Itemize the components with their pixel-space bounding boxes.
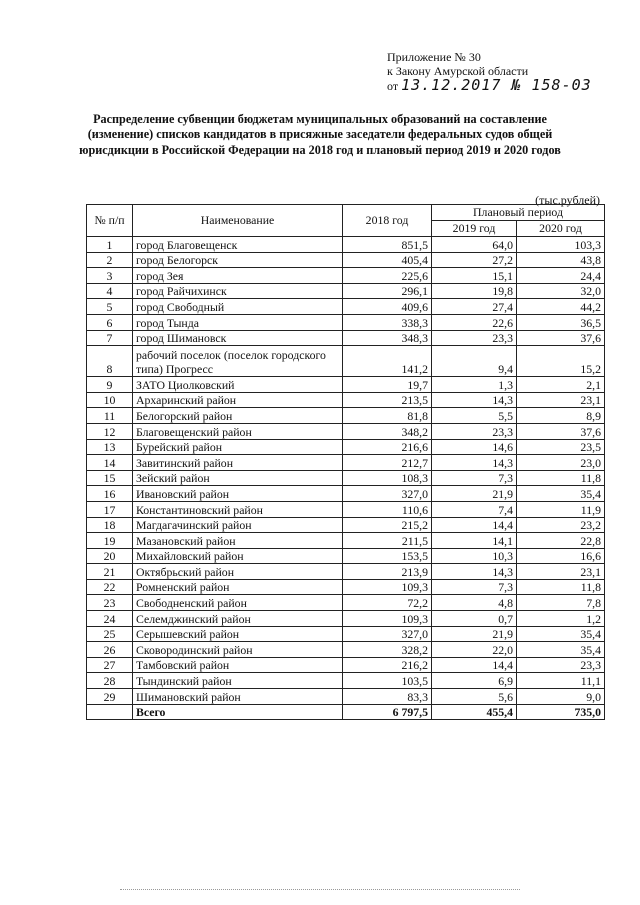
value-2019: 5,5	[432, 408, 517, 424]
value-2018: 215,2	[343, 517, 432, 533]
table-row	[87, 455, 605, 471]
table-row	[87, 408, 605, 424]
municipality-name: город Шимановск	[133, 330, 343, 346]
table-row	[87, 595, 605, 611]
total-2018: 6 797,5	[343, 704, 432, 720]
table-row	[87, 237, 605, 253]
header-name: Наименование	[133, 205, 343, 237]
handwritten-date-number: 13.12.2017 № 158-03	[401, 76, 592, 94]
value-2018: 153,5	[343, 548, 432, 564]
row-number: 1	[87, 237, 133, 253]
table-row	[87, 486, 605, 502]
value-2019: 14,4	[432, 657, 517, 673]
municipality-name: Мазановский район	[133, 533, 343, 549]
value-2020: 35,4	[517, 626, 605, 642]
value-2018: 103,5	[343, 673, 432, 689]
value-2018: 110,6	[343, 501, 432, 517]
value-2018: 211,5	[343, 533, 432, 549]
table-row	[87, 517, 605, 533]
row-number: 19	[87, 533, 133, 549]
value-2019: 14,1	[432, 533, 517, 549]
value-2018: 141,2	[343, 346, 432, 377]
municipality-name: Селемджинский район	[133, 611, 343, 627]
table-row	[87, 626, 605, 642]
table-row	[87, 579, 605, 595]
value-2018: 327,0	[343, 626, 432, 642]
value-2018: 81,8	[343, 408, 432, 424]
table-row	[87, 657, 605, 673]
value-2020: 1,2	[517, 611, 605, 627]
table-row	[87, 268, 605, 284]
value-2020: 35,4	[517, 486, 605, 502]
appendix-line-2: к Закону Амурской области	[387, 64, 529, 78]
header-2020: 2020 год	[517, 221, 605, 237]
value-2018: 216,2	[343, 657, 432, 673]
municipality-name: город Зея	[133, 268, 343, 284]
value-2020: 11,9	[517, 501, 605, 517]
row-number: 27	[87, 657, 133, 673]
value-2019: 14,3	[432, 455, 517, 471]
value-2020: 37,6	[517, 423, 605, 439]
value-2019: 1,3	[432, 377, 517, 393]
value-2020: 23,5	[517, 439, 605, 455]
municipality-name: рабочий поселок (поселок городского типа) Прогресс	[133, 346, 343, 377]
row-number: 24	[87, 611, 133, 627]
municipality-name: Константиновский район	[133, 501, 343, 517]
municipality-name: ЗАТО Циолковский	[133, 377, 343, 393]
value-2018: 405,4	[343, 252, 432, 268]
value-2019: 14,4	[432, 517, 517, 533]
subvention-table	[86, 204, 605, 720]
table-row	[87, 252, 605, 268]
value-2020: 44,2	[517, 299, 605, 315]
value-2020: 23,1	[517, 392, 605, 408]
row-number: 23	[87, 595, 133, 611]
municipality-name: Благовещенский район	[133, 423, 343, 439]
value-2018: 108,3	[343, 470, 432, 486]
value-2019: 7,3	[432, 579, 517, 595]
row-number: 3	[87, 268, 133, 284]
total-2019: 455,4	[432, 704, 517, 720]
municipality-name: город Свободный	[133, 299, 343, 315]
value-2019: 14,3	[432, 392, 517, 408]
value-2018: 409,6	[343, 299, 432, 315]
value-2018: 213,9	[343, 564, 432, 580]
value-2019: 9,4	[432, 346, 517, 377]
value-2019: 14,3	[432, 564, 517, 580]
unit-label: (тыс.рублей)	[535, 193, 600, 207]
value-2020: 15,2	[517, 346, 605, 377]
value-2020: 11,8	[517, 579, 605, 595]
table-row	[87, 330, 605, 346]
municipality-name: Бурейский район	[133, 439, 343, 455]
value-2019: 23,3	[432, 330, 517, 346]
value-2019: 7,4	[432, 501, 517, 517]
value-2019: 6,9	[432, 673, 517, 689]
value-2019: 27,4	[432, 299, 517, 315]
table-row	[87, 377, 605, 393]
table-row	[87, 423, 605, 439]
municipality-name: Ивановский район	[133, 486, 343, 502]
value-2018: 72,2	[343, 595, 432, 611]
value-2020: 16,6	[517, 548, 605, 564]
row-number: 16	[87, 486, 133, 502]
municipality-name: город Белогорск	[133, 252, 343, 268]
value-2018: 216,6	[343, 439, 432, 455]
value-2018: 225,6	[343, 268, 432, 284]
footer-dotted-line	[120, 889, 520, 890]
value-2019: 21,9	[432, 626, 517, 642]
value-2019: 7,3	[432, 470, 517, 486]
value-2020: 11,8	[517, 470, 605, 486]
row-number: 28	[87, 673, 133, 689]
value-2019: 27,2	[432, 252, 517, 268]
row-number: 10	[87, 392, 133, 408]
municipality-name: Тамбовский район	[133, 657, 343, 673]
value-2020: 2,1	[517, 377, 605, 393]
table-row	[87, 642, 605, 658]
value-2018: 348,3	[343, 330, 432, 346]
value-2018: 83,3	[343, 689, 432, 705]
municipality-name: город Райчихинск	[133, 283, 343, 299]
value-2018: 851,5	[343, 237, 432, 253]
appendix-line-1: Приложение № 30	[387, 50, 481, 64]
value-2019: 22,6	[432, 314, 517, 330]
row-number: 18	[87, 517, 133, 533]
value-2018: 213,5	[343, 392, 432, 408]
table-row	[87, 689, 605, 705]
table-row	[87, 392, 605, 408]
value-2019: 0,7	[432, 611, 517, 627]
value-2018: 338,3	[343, 314, 432, 330]
value-2020: 22,8	[517, 533, 605, 549]
value-2018: 109,3	[343, 611, 432, 627]
value-2018: 327,0	[343, 486, 432, 502]
municipality-name: Михайловский район	[133, 548, 343, 564]
value-2018: 328,2	[343, 642, 432, 658]
value-2020: 23,1	[517, 564, 605, 580]
total-label: Всего	[133, 704, 343, 720]
value-2020: 103,3	[517, 237, 605, 253]
value-2020: 23,0	[517, 455, 605, 471]
total-number-cell	[87, 704, 133, 720]
table-body	[87, 237, 605, 720]
row-number: 5	[87, 299, 133, 315]
value-2020: 43,8	[517, 252, 605, 268]
municipality-name: Октябрьский район	[133, 564, 343, 580]
row-number: 4	[87, 283, 133, 299]
value-2020: 23,3	[517, 657, 605, 673]
value-2018: 348,2	[343, 423, 432, 439]
value-2020: 7,8	[517, 595, 605, 611]
value-2019: 10,3	[432, 548, 517, 564]
row-number: 11	[87, 408, 133, 424]
row-number: 20	[87, 548, 133, 564]
total-2020: 735,0	[517, 704, 605, 720]
municipality-name: Серышевский район	[133, 626, 343, 642]
appendix-block	[387, 50, 592, 93]
municipality-name: Магдагачинский район	[133, 517, 343, 533]
value-2020: 11,1	[517, 673, 605, 689]
value-2020: 32,0	[517, 283, 605, 299]
value-2019: 19,8	[432, 283, 517, 299]
value-2019: 23,3	[432, 423, 517, 439]
table-row	[87, 673, 605, 689]
value-2020: 8,9	[517, 408, 605, 424]
table-row	[87, 548, 605, 564]
total-row	[87, 704, 605, 720]
row-number: 9	[87, 377, 133, 393]
row-number: 8	[87, 346, 133, 377]
header-plan-period: Плановый период	[432, 205, 605, 221]
table-row	[87, 346, 605, 377]
value-2019: 14,6	[432, 439, 517, 455]
value-2018: 212,7	[343, 455, 432, 471]
value-2019: 22,0	[432, 642, 517, 658]
row-number: 12	[87, 423, 133, 439]
row-number: 6	[87, 314, 133, 330]
table-row	[87, 283, 605, 299]
value-2020: 37,6	[517, 330, 605, 346]
header-2019: 2019 год	[432, 221, 517, 237]
municipality-name: Тындинский район	[133, 673, 343, 689]
table-row	[87, 611, 605, 627]
municipality-name: город Благовещенск	[133, 237, 343, 253]
municipality-name: Сковородинский район	[133, 642, 343, 658]
row-number: 7	[87, 330, 133, 346]
municipality-name: Ромненский район	[133, 579, 343, 595]
value-2019: 64,0	[432, 237, 517, 253]
value-2020: 9,0	[517, 689, 605, 705]
value-2020: 23,2	[517, 517, 605, 533]
document-title: Распределение субвенции бюджетам муниципальных образований на составление (изменение) списков кандидатов в присяжные заседатели федеральных судов общей юрисдикции в Российской Федерации на 2018 год и плановый период 2019 и 2020 годов	[79, 112, 561, 157]
value-2018: 109,3	[343, 579, 432, 595]
table-row	[87, 501, 605, 517]
row-number: 14	[87, 455, 133, 471]
municipality-name: Белогорский район	[133, 408, 343, 424]
table-row	[87, 439, 605, 455]
row-number: 21	[87, 564, 133, 580]
row-number: 17	[87, 501, 133, 517]
municipality-name: Архаринский район	[133, 392, 343, 408]
table-row	[87, 470, 605, 486]
row-number: 2	[87, 252, 133, 268]
value-2019: 5,6	[432, 689, 517, 705]
municipality-name: Шимановский район	[133, 689, 343, 705]
table-row	[87, 299, 605, 315]
header-num: № п/п	[87, 205, 133, 237]
value-2019: 15,1	[432, 268, 517, 284]
table-row	[87, 533, 605, 549]
table-row	[87, 314, 605, 330]
row-number: 15	[87, 470, 133, 486]
value-2020: 36,5	[517, 314, 605, 330]
header-2018: 2018 год	[343, 205, 432, 237]
row-number: 22	[87, 579, 133, 595]
municipality-name: город Тында	[133, 314, 343, 330]
row-number: 29	[87, 689, 133, 705]
row-number: 26	[87, 642, 133, 658]
appendix-from-label: от	[387, 79, 399, 93]
value-2020: 24,4	[517, 268, 605, 284]
value-2019: 21,9	[432, 486, 517, 502]
value-2018: 19,7	[343, 377, 432, 393]
municipality-name: Свободненский район	[133, 595, 343, 611]
value-2018: 296,1	[343, 283, 432, 299]
municipality-name: Завитинский район	[133, 455, 343, 471]
table-row	[87, 564, 605, 580]
municipality-name: Зейский район	[133, 470, 343, 486]
appendix-line-3	[387, 78, 592, 93]
value-2019: 4,8	[432, 595, 517, 611]
row-number: 25	[87, 626, 133, 642]
row-number: 13	[87, 439, 133, 455]
value-2020: 35,4	[517, 642, 605, 658]
